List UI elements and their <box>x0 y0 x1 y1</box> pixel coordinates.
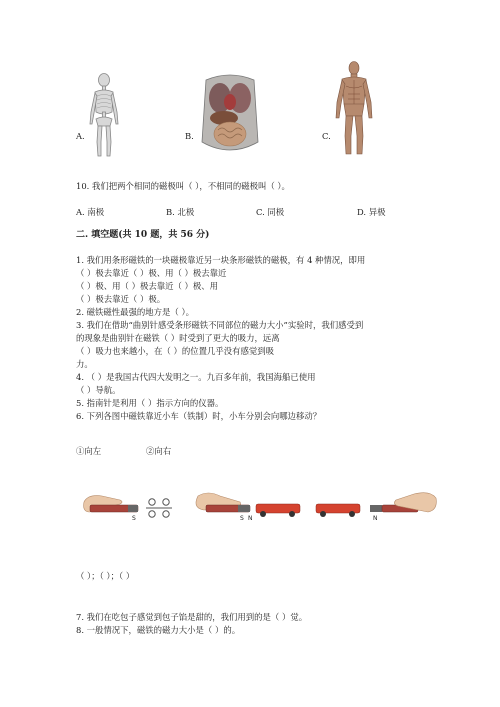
magnet-2-pole-n: N <box>248 515 253 522</box>
organs-figure <box>196 72 264 156</box>
organs-illustration <box>196 72 264 156</box>
q8-line: 8. 一般情况下，磁铁的磁力大小是（ ）的。 <box>76 625 241 635</box>
q6-line: 6. 下列各图中磁铁靠近小车（铁制）时，小车分别会向哪边移动？ <box>76 411 322 421</box>
q3-line-4: 力。 <box>76 359 93 369</box>
q6-answer-blanks[interactable]: （ ）；（ ）；（ ） <box>76 571 135 581</box>
q1-line-4: （ ）极去靠近（ ）极。 <box>76 294 166 304</box>
magnet-2-pole-s: S <box>240 515 244 522</box>
muscle-illustration <box>334 60 374 158</box>
q3-line-3: （ ）吸力也来越小，在（ ）的位置几乎没有感觉到吸 <box>76 346 274 356</box>
q10-option-d[interactable]: D. 异极 <box>357 207 386 217</box>
q1-line-3: （ ）极、用（ ）极去靠近（ ）极、用 <box>76 281 218 291</box>
q3-line-2: 的现象是曲别针在磁铁（ ）时受到了更大的吸力，远离 <box>76 333 280 343</box>
section-heading: 二. 填空题(共 10 题，共 56 分) <box>76 230 210 240</box>
q10-option-b[interactable]: B. 北极 <box>166 207 195 217</box>
option-c-label[interactable]: C. <box>322 131 331 141</box>
q5-line: 5. 指南针是利用（ ）指示方向的仪器。 <box>76 398 224 408</box>
magnet-car-figure <box>80 488 440 530</box>
q1-line-1: 1. 我们用条形磁铁的一块磁极靠近另一块条形磁铁的磁极，有 4 种情况，即用 <box>76 255 366 265</box>
q7-line: 7. 我们在吃包子感觉到包子馅是甜的，我们用到的是（ ）觉。 <box>76 612 308 622</box>
q4-line-2: （ ）导航。 <box>76 385 121 395</box>
magnet-1-pole-s: S <box>132 515 136 522</box>
panel-2 <box>196 493 300 522</box>
magnet-car-illustration <box>80 488 440 530</box>
question-10-stem: 10. 我们把两个相同的磁极叫（ ），不相同的磁极叫（ ）。 <box>76 181 290 191</box>
q3-line-1: 3. 我们在借助“曲别针感受条形磁铁不同部位的磁力大小”实验时，我们感受到 <box>76 320 364 330</box>
q10-option-a[interactable]: A. 南极 <box>76 207 105 217</box>
panel-3 <box>316 493 436 522</box>
q6-choice-right: ②向右 <box>146 446 172 456</box>
q6-choice-left: ①向左 <box>76 446 102 456</box>
q4-line-1: 4. （ ）是我国古代四大发明之一。九百多年前，我国海船已使用 <box>76 372 316 382</box>
option-b-label[interactable]: B. <box>185 131 194 141</box>
q1-line-2: （ ）极去靠近（ ）极、用（ ）极去靠近 <box>76 268 227 278</box>
muscle-figure <box>334 60 374 158</box>
skeleton-figure <box>86 72 122 160</box>
option-a-label[interactable]: A. <box>76 131 85 141</box>
q2-line: 2. 磁铁磁性最强的地方是（ ）。 <box>76 307 194 317</box>
skeleton-illustration <box>86 72 122 160</box>
panel-1 <box>84 496 172 522</box>
q10-option-c[interactable]: C. 同极 <box>256 207 285 217</box>
magnet-3-pole-n: N <box>373 515 378 522</box>
